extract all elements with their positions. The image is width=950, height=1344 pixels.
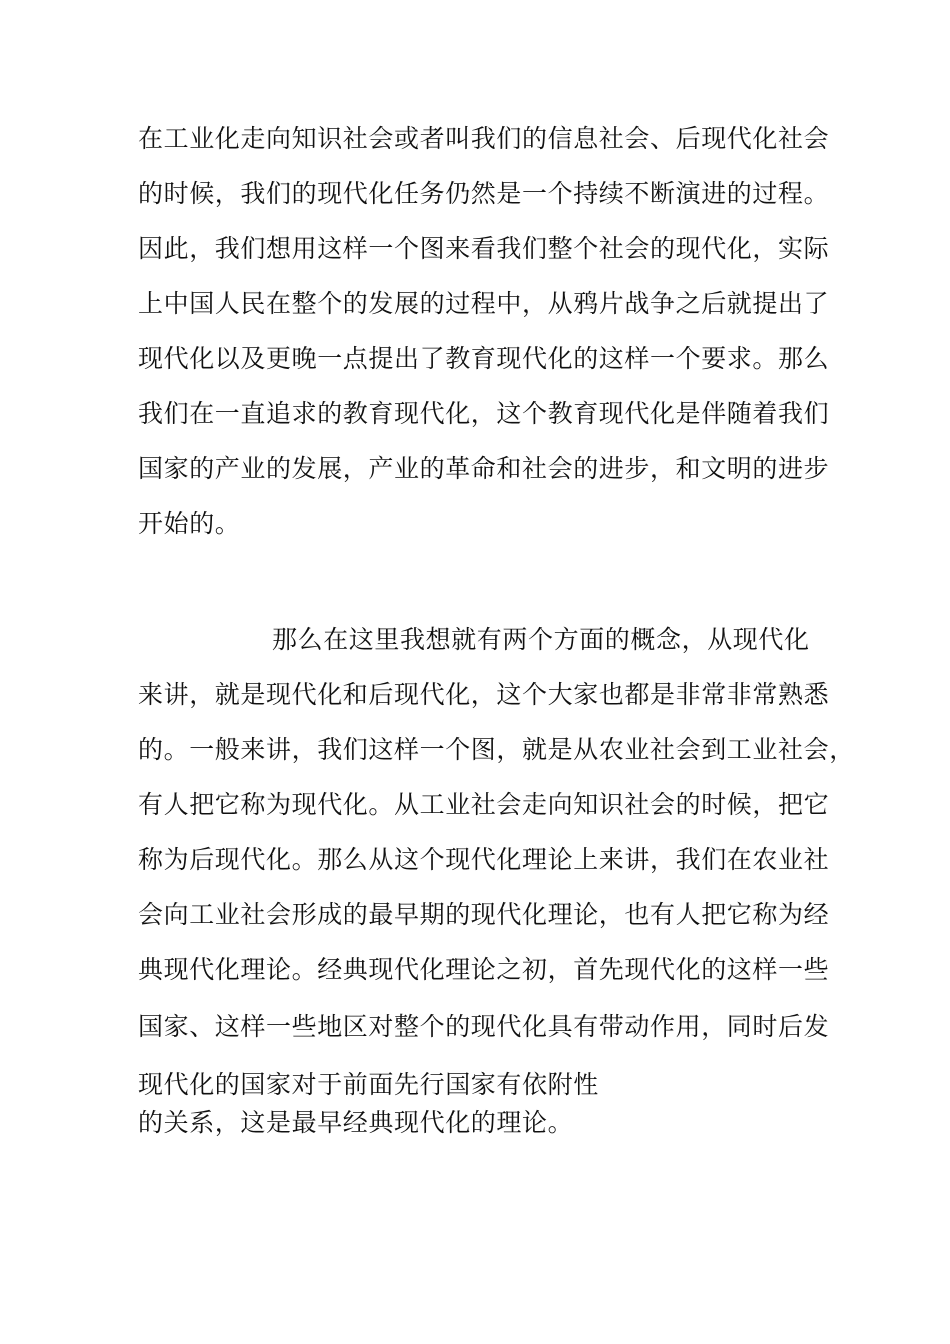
text-line: 现代化以及更晚一点提出了教育现代化的这样一个要求。那么 (138, 344, 830, 373)
text-line: 的时候，我们的现代化任务仍然是一个持续不断演进的过程。 (138, 179, 830, 208)
text-line: 典现代化理论。经典现代化理论之初，首先现代化的这样一些 (138, 955, 830, 984)
text-line: 那么在这里我想就有两个方面的概念，从现代化 (272, 625, 810, 654)
text-line: 在工业化走向知识社会或者叫我们的信息社会、后现代化社会 (138, 124, 830, 153)
text-line: 称为后现代化。那么从这个现代化理论上来讲，我们在农业社 (138, 845, 830, 874)
text-line: 国家、这样一些地区对整个的现代化具有带动作用，同时后发 (138, 1012, 830, 1041)
text-line: 开始的。 (138, 509, 241, 538)
text-line: 的。一般来讲，我们这样一个图，就是从农业社会到工业社会， (138, 735, 855, 764)
text-line: 现代化的国家对于前面先行国家有依附性 (138, 1070, 599, 1099)
text-line: 我们在一直追求的教育现代化，这个教育现代化是伴随着我们 (138, 399, 830, 428)
text-line: 的关系，这是最早经典现代化的理论。 (138, 1108, 574, 1137)
text-line: 因此，我们想用这样一个图来看我们整个社会的现代化，实际 (138, 234, 830, 263)
text-line: 会向工业社会形成的最早期的现代化理论，也有人把它称为经 (138, 900, 830, 929)
text-line: 国家的产业的发展，产业的革命和社会的进步，和文明的进步 (138, 454, 830, 483)
text-line: 来讲，就是现代化和后现代化，这个大家也都是非常非常熟悉 (138, 680, 830, 709)
text-line: 有人把它称为现代化。从工业社会走向知识社会的时候，把它 (138, 790, 830, 819)
text-line: 上中国人民在整个的发展的过程中，从鸦片战争之后就提出了 (138, 289, 830, 318)
